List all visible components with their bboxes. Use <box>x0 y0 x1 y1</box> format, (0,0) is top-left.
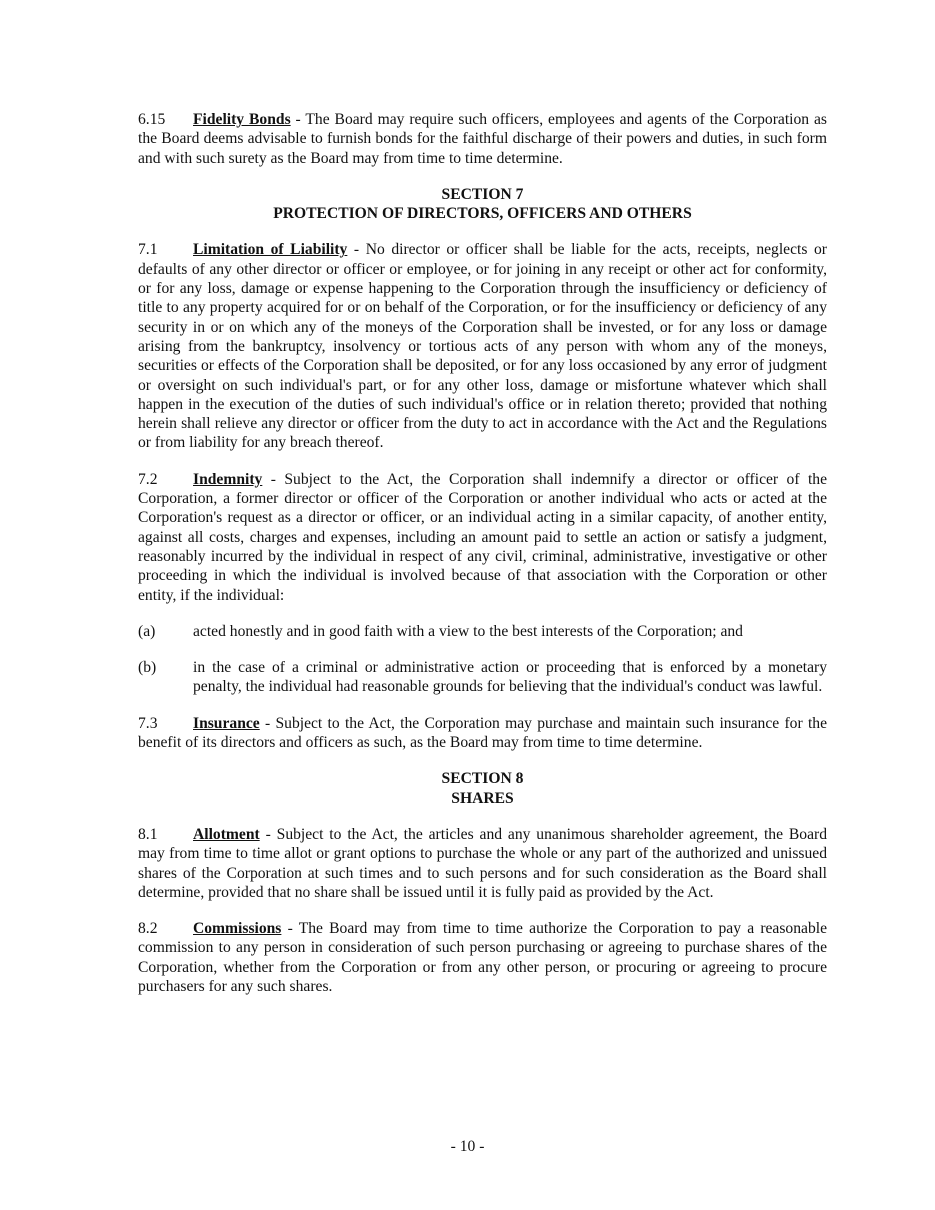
list-item-label: (b) <box>138 659 157 677</box>
section-7-heading <box>138 185 827 224</box>
paragraph-number: 7.3 <box>138 714 158 732</box>
paragraph-7-3 <box>138 714 827 753</box>
defined-term: Indemnity <box>193 470 263 488</box>
defined-term: Fidelity Bonds <box>193 111 291 128</box>
page-content <box>138 110 827 1013</box>
section-8-heading <box>138 769 827 808</box>
paragraph-number: 7.2 <box>138 470 158 488</box>
defined-term: Insurance <box>193 714 260 732</box>
defined-term: Commissions <box>193 920 282 938</box>
section-subtitle: SHARES <box>451 789 514 807</box>
paragraph-number: 6.15 <box>138 111 166 128</box>
list-item-b <box>138 658 827 697</box>
section-subtitle: PROTECTION OF DIRECTORS, OFFICERS AND OTHERS <box>273 205 692 223</box>
paragraph-6-15 <box>138 110 827 168</box>
paragraph-number: 8.1 <box>138 825 158 843</box>
list-item-text: acted honestly and in good faith with a view to the best interests of the Corporation; and <box>193 622 743 640</box>
list-item-a <box>138 622 827 641</box>
paragraph-number: 7.1 <box>138 241 158 259</box>
defined-term: Allotment <box>193 825 260 843</box>
paragraph-text: - The Board may require such officers, employees and agents of the Corporation as the Board deems advisable to furnish bonds for the faithful discharge of their powers and duties, in such form and with such surety as the Board may from time to time determine. <box>138 111 827 167</box>
paragraph-text: - Subject to the Act, the articles and any unanimous shareholder agreement, the Board may from time to time allot or grant options to purchase the whole or any part of the authorized and unissued shares of the Corporation at such times and to such persons and for such consideration as the Board shall determine, provided that no share shall be issued until it is fully paid as provided by the Act. <box>138 825 827 901</box>
paragraph-text: - No director or officer shall be liable for the acts, receipts, neglects or defaults of any other director or officer or employee, or for joining in any receipt or other act for conformity, or for any loss, damage or expense happening to the Corporation through the insufficiency or deficiency of title to any property acquired for or on behalf of the Corporation, or for the insufficiency or deficiency of any security in or on which any of the moneys of the Corporation shall be invested, or for any loss or damage arising from the bankruptcy, insolvency or tortious acts of any person with whom any of the moneys, securities or effects of the Corporation shall be deposited, or for any loss occasioned by any error of judgment or oversight on such individual's part, or for any other loss, damage or misfortune whatever which shall happen in the execution of the duties of such individual's office or in relation thereto; provided that nothing herein shall relieve any director or officer from the duty to act in accordance with the Act and the Regulations or from liability for any breach thereof. <box>138 241 827 452</box>
list-item-text: in the case of a criminal or administrative action or proceeding that is enforced by a monetary penalty, the individual had reasonable grounds for believing that the individual's conduct was lawful. <box>193 659 827 696</box>
paragraph-text: - Subject to the Act, the Corporation may purchase and maintain such insurance for the benefit of its directors and officers as such, as the Board may from time to time determine. <box>138 714 827 752</box>
paragraph-number: 8.2 <box>138 920 158 938</box>
list-item-label: (a) <box>138 622 156 640</box>
defined-term: Limitation of Liability <box>193 241 348 259</box>
paragraph-7-1 <box>138 240 827 452</box>
paragraph-7-2 <box>138 470 827 605</box>
paragraph-text: - The Board may from time to time authorize the Corporation to pay a reasonable commission to any person in consideration of such person purchasing or agreeing to purchase shares of the Corporation, whether from the Corporation or from any other person, or procuring or agreeing to procure purchasers for any such shares. <box>138 920 827 995</box>
paragraph-8-1 <box>138 825 827 902</box>
paragraph-8-2 <box>138 919 827 996</box>
section-title: SECTION 7 <box>441 185 524 203</box>
paragraph-text: - Subject to the Act, the Corporation shall indemnify a director or officer of the Corporation, a former director or officer of the Corporation or another individual who acts or acted at the Corporation's request as a director or officer, or an individual acting in a similar capacity, of another entity, against all costs, charges and expenses, including an amount paid to settle an action or satisfy a judgment, reasonably incurred by the individual in respect of any civil, criminal, administrative, investigative or other proceeding in which the individual is involved because of that association with the Corporation or other entity, if the individual: <box>138 470 827 604</box>
section-title: SECTION 8 <box>441 770 524 788</box>
page-number: - 10 - <box>450 1138 485 1155</box>
